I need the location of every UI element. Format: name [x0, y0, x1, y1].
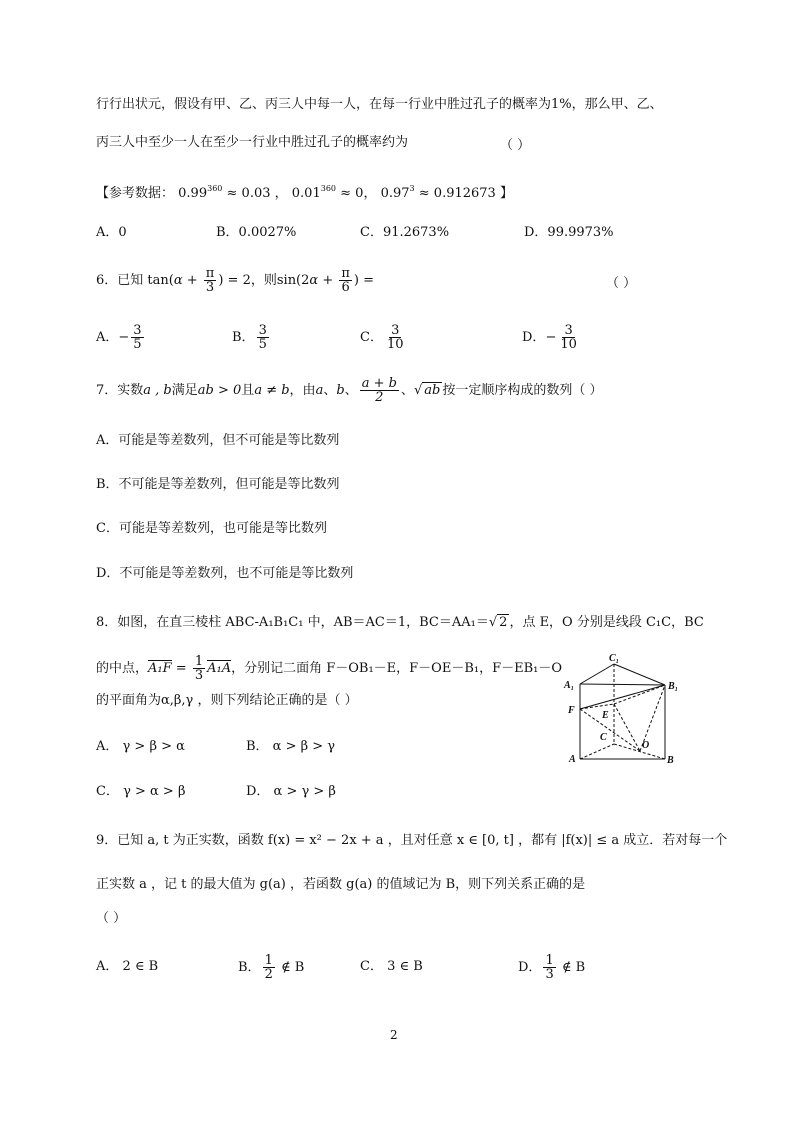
q8-vec-a1a: A₁A [207, 661, 232, 676]
seg-eo [614, 704, 640, 751]
q8-option-a: A． γ > β > α [96, 739, 185, 754]
q6-frac-pi-3 [204, 267, 217, 294]
q5-ref-open: 【参考数据： [96, 186, 175, 201]
q5-ref-a-val: ≈ 0.03 ， [222, 186, 288, 201]
q7-tail: 按一定顺序构成的数列（ ） [442, 383, 603, 398]
edge-c1b1 [614, 664, 665, 685]
q6-opt-b-den: 5 [258, 337, 267, 352]
q7-option-a: A．可能是等差数列，但不可能是等比数列 [96, 433, 340, 448]
q6-opt-b-num: 3 [258, 323, 267, 338]
label-f: F [568, 705, 575, 716]
q6-frac-pi-6-den: 6 [341, 280, 350, 295]
q6-opt-b-frac [257, 324, 269, 351]
label-a1: A₁ [564, 680, 575, 691]
q7-cond1: 满足 [171, 383, 198, 398]
q6-option-c [360, 320, 408, 356]
q5-text-line1: 行行出状元，假设有甲、乙、丙三人中每一人，在每一行业中胜过孔子的概率为1%，那么甲、乙、 [96, 97, 663, 112]
label-o: O [642, 740, 650, 751]
q5-option-a: A．0 [96, 225, 127, 240]
q5-ref-c-base: 0.97 [380, 186, 410, 201]
q6-opt-c-num: 3 [391, 323, 400, 338]
q6-frac-pi-3-num: π [205, 266, 215, 281]
q7-stem: 7．实数a , b满足ab > 0且a ≠ b，由a、b、 $\frac{a + b}{2}$ 、√ ab 按一定顺序构成的数列（ ） [96, 376, 603, 405]
q5-option-d: D．99.9973% [524, 225, 614, 240]
seg-fe [580, 704, 614, 709]
q7-option-c: C．可能是等差数列，也可能是等比数列 [96, 521, 327, 536]
page-number: 2 [390, 1028, 398, 1042]
q6-frac-pi-3-den: 3 [205, 280, 215, 295]
q6-answer-paren: （ ） [606, 276, 637, 291]
q8-line2-a: 的中点， [96, 661, 149, 676]
q8-frac-1-3 [193, 655, 205, 682]
q9-opt-b-frac [263, 954, 275, 981]
edge-cb [614, 744, 665, 759]
q8-option-b: B． α > β > γ [246, 739, 336, 754]
q6-tan-close: ) = 2 [218, 273, 251, 288]
q7-option-d: D．不可能是等差数列，也不可能是等比数列 [96, 566, 354, 581]
q5-option-b: B．0.0027% [216, 225, 297, 240]
q8-line2-b: ，分别记二面角 F－OB₁－E，F－OE－B₁，F－EB₁－O [231, 661, 563, 676]
q5-ref-b-val: ≈ 0， [336, 186, 377, 201]
q8-stem-line2 [96, 652, 562, 686]
q8-option-d: D． α > γ > β [246, 784, 336, 799]
q6-opt-a-label: A． [96, 330, 119, 345]
q9-answer-paren: （ ） [96, 911, 127, 926]
q8-eq: = [171, 661, 191, 676]
q7-mean-frac [360, 377, 399, 404]
prism-edges [580, 664, 665, 759]
label-b: B [667, 755, 674, 766]
edge-a1b1 [580, 684, 665, 685]
q9-opt-b-label: B． [238, 960, 261, 975]
q7-var-a: a [315, 383, 324, 398]
label-c: C [600, 732, 607, 743]
seg-eb1 [614, 685, 665, 704]
q9-stem-line1: 9．已知 a, t 为正实数，函数 f(x) = x² − 2x + a ，且对任意 x ∈ [0, t] ，都有 |f(x)| ≤ a 成立．若对每一个 [96, 833, 728, 848]
q6-alpha-2: α [309, 273, 319, 288]
q5-ref-c-exp: 3 [409, 184, 415, 193]
q9-option-b [238, 950, 304, 986]
edge-a1c1 [580, 664, 614, 684]
q5-ref-b-exp: 360 [320, 184, 337, 193]
q7-var-b: b [336, 383, 345, 398]
q7-ne-expr: a ≠ b [254, 383, 290, 398]
q5-ref-c-val: ≈ 0.912673 】 [414, 186, 513, 201]
q5-answer-paren: （ ） [500, 138, 531, 153]
q8-stem-line3: 的平面角为α,β,γ ，则下列结论正确的是（ ） [96, 693, 358, 708]
q6-opt-c-frac [385, 324, 406, 351]
q8-frac-num: 1 [194, 654, 204, 669]
label-a: A [569, 754, 576, 765]
q8-sqrt2: 2 [499, 615, 508, 630]
q9-opt-b-rel: ∉ B [276, 960, 305, 975]
q7-cond2: 且 [241, 383, 255, 398]
q9-option-d [518, 950, 585, 986]
q6-opt-d-num: 3 [564, 323, 573, 338]
label-b1: B₁ [668, 681, 679, 692]
q6-option-a [96, 320, 146, 356]
edge-ac [580, 744, 614, 759]
prism-figure [562, 652, 692, 767]
q6-plus-2: + [318, 273, 338, 288]
q7-sep2: 、 [344, 383, 358, 398]
q6-stem [96, 263, 374, 299]
q9-opt-d-den: 3 [545, 967, 554, 982]
q6-frac-pi-6-num: π [341, 266, 350, 281]
q6-option-b [232, 320, 271, 356]
q6-option-d [522, 320, 581, 356]
q7-sqrt-ab: ab [424, 383, 441, 398]
q6-opt-d-minus: − [545, 330, 557, 345]
q8-line1-tail: ，点 E，O 分别是线段 C₁C，BC [509, 615, 704, 630]
q6-prefix: 6．已知 [96, 273, 144, 288]
q7-prefix: 7．实数 [96, 383, 144, 398]
q9-opt-d-rel: ∉ B [557, 960, 586, 975]
q7-sep3: 、 [400, 383, 414, 398]
q7-cond-expr: ab > 0 [197, 383, 242, 398]
q6-opt-c-den: 10 [386, 337, 404, 352]
q6-opt-c-label: C． [360, 330, 383, 345]
q6-mid: ，则 [250, 273, 277, 288]
q8-frac-den: 3 [194, 668, 204, 683]
q7-option-b: B．不可能是等差数列，但可能是等比数列 [96, 477, 340, 492]
q8-vec-a1f: A₁F [148, 661, 172, 676]
q9-option-a: A． 2 ∈ B [96, 959, 159, 974]
label-c1: C₁ [609, 653, 620, 664]
q8-option-c: C． γ > α > β [96, 784, 186, 799]
q6-opt-b-label: B． [232, 330, 255, 345]
seg-fo [580, 709, 640, 751]
q6-sin-open: sin(2 [276, 273, 310, 288]
q8-stem-line1: 8．如图，在直三棱柱 ABC-A₁B₁C₁ 中，AB＝AC＝1，BC＝AA₁＝√ 2 ，点 E，O 分别是线段 C₁C，BC [96, 615, 704, 630]
q8-line1: 8．如图，在直三棱柱 ABC-A₁B₁C₁ 中，AB＝AC＝1，BC＝AA₁＝ [96, 615, 489, 630]
q5-text-line2: 丙三人中至少一人在至少一行业中胜过孔子的概率约为 [96, 135, 409, 150]
q6-opt-a-frac [131, 324, 143, 351]
q9-option-c: C． 3 ∈ B [360, 959, 423, 974]
q9-opt-d-label: D． [518, 960, 542, 975]
q5-ref-a-base: 0.99 [178, 186, 208, 201]
q9-opt-d-num: 1 [545, 953, 554, 968]
q9-opt-d-frac [543, 954, 555, 981]
q6-tan-open: tan( [147, 273, 174, 288]
q7-ab-vars: a , b [143, 383, 172, 398]
seg-fb1 [580, 685, 665, 709]
q6-opt-d-den: 10 [560, 337, 577, 352]
q9-stem-line2: 正实数 a ，记 t 的最大值为 g(a) ，若函数 g(a) 的值域记为 B，则下列关系正确的是 [96, 877, 586, 892]
q6-alpha: α [173, 273, 183, 288]
q5-reference-data [96, 180, 513, 203]
q6-opt-a-minus: − [118, 330, 130, 345]
q5-ref-b-base: 0.01 [291, 186, 321, 201]
q9-opt-b-num: 1 [264, 953, 273, 968]
label-e: E [602, 710, 609, 721]
q7-mean-num: a + b [361, 376, 397, 391]
q9-opt-b-den: 2 [264, 967, 273, 982]
q6-sin-close: ) = [353, 273, 375, 288]
q6-opt-a-num: 3 [133, 323, 142, 338]
q6-opt-a-den: 5 [133, 337, 142, 352]
q6-opt-d-label: D． [522, 330, 546, 345]
q6-plus: + [182, 273, 202, 288]
q7-sep1: 、 [323, 383, 337, 398]
q5-ref-a-exp: 360 [207, 184, 223, 193]
q6-opt-d-frac [558, 324, 579, 351]
q7-by: ，由 [289, 383, 316, 398]
q6-frac-pi-6 [339, 267, 352, 294]
q5-option-c: C．91.2673% [360, 225, 450, 240]
q7-mean-den: 2 [375, 390, 384, 405]
